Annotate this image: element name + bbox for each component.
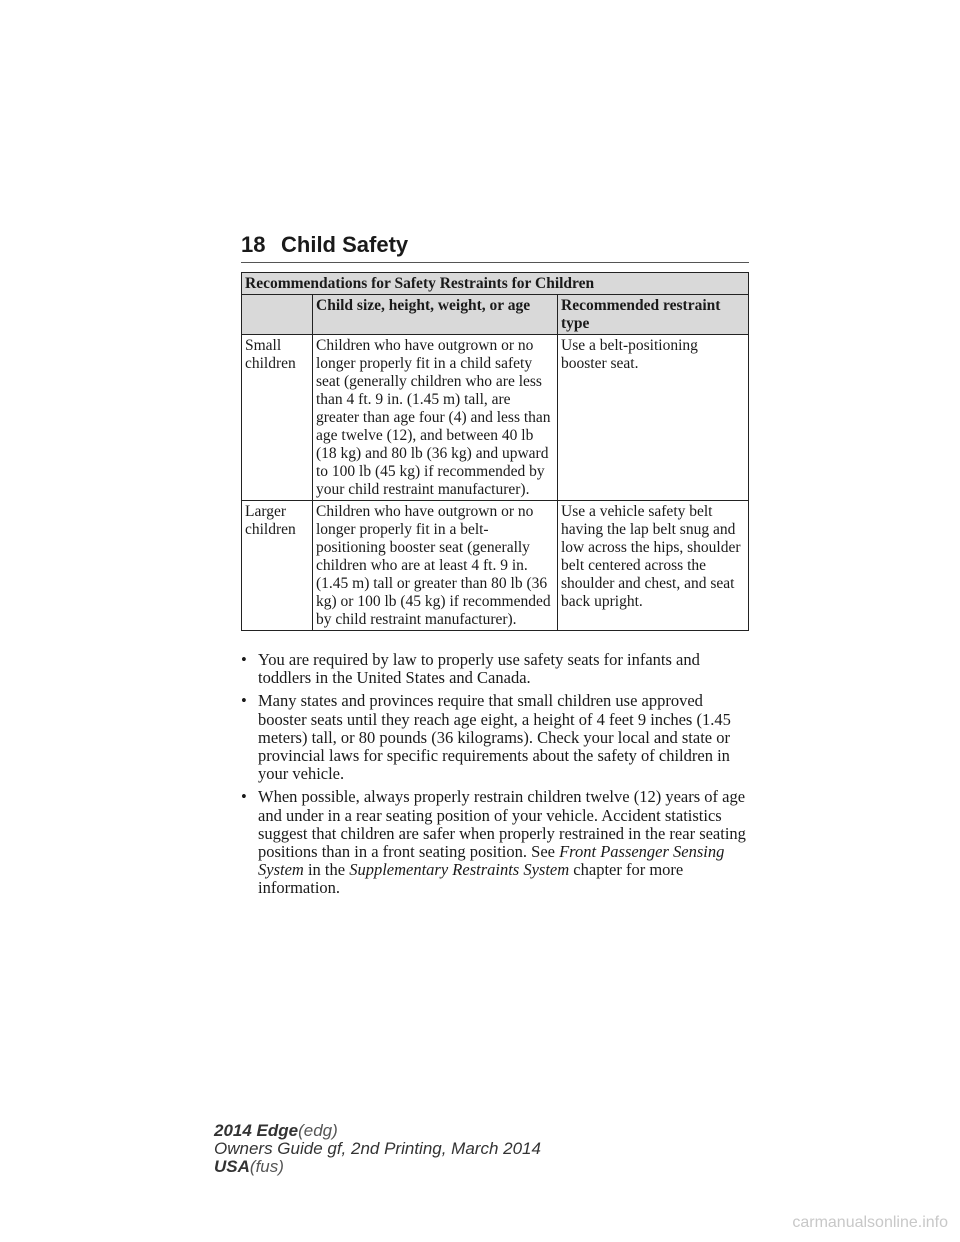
bullet-icon: • [241, 691, 247, 711]
row-child-size: Children who have outgrown or no longer properly fit in a belt-positioning booster seat (generally children who are at least 4 ft. 9 in. (1.45 m) tall or greater than 80 lb (36 kg) or 100 lb (45 kg) if recommended by child restraint manufacturer). [313, 501, 558, 631]
bullet-text: When possible, always properly restrain children twelve (12) years of age and under in a rear seating position of your vehicle. Accident statistics suggest that children are safer when properly restrained in the rear seating positions than in a front seating position. See [258, 787, 746, 862]
column-header-restraint-type: Recommended restraint type [558, 295, 749, 335]
table-row [242, 501, 749, 631]
column-header-child-size: Child size, height, weight, or age [313, 295, 558, 335]
bullet-icon: • [241, 650, 247, 669]
list-item [241, 651, 753, 687]
table-title-row [242, 273, 749, 295]
column-header-category [242, 295, 313, 335]
list-item [241, 788, 753, 897]
bullet-text: in the [303, 860, 350, 880]
page-footer [214, 1122, 541, 1176]
table-header-row [242, 295, 749, 335]
bullet-text: You are required by law to properly use safety seats for infants and toddlers in the United States and Canada. [258, 650, 700, 688]
bullet-text: chapter for more information. [258, 860, 684, 898]
row-restraint-type: Use a vehicle safety belt having the lap belt snug and low across the hips, shoulder belt centered across the shoulder and chest, and seat back upright. [558, 501, 749, 631]
footer-line-model [214, 1122, 541, 1140]
footer-model: 2014 Edge [214, 1121, 299, 1140]
bullet-icon: • [241, 787, 247, 807]
watermark: carmanualsonline.info [792, 1214, 948, 1231]
row-label: Small children [242, 335, 313, 501]
list-item [241, 692, 753, 783]
footer-model-code: (edg) [298, 1121, 338, 1140]
table-title: Recommendations for Safety Restraints for Children [242, 273, 749, 295]
bullet-text: Many states and provinces require that small children use approved booster seats until they reach age eight, a height of 4 feet 9 inches (1.45 meters) tall, or 80 pounds (36 kilograms). Check your local and state or provincial laws for specific requirements about the safety of children in your vehicle. [258, 691, 731, 784]
page-number: 18 [241, 232, 266, 257]
row-child-size: Children who have outgrown or no longer properly fit in a child safety seat (generally children who are less than 4 ft. 9 in. (1.45 m) tall, are greater than age four (4) and less than age twelve (12), and between 40 lb (18 kg) and 80 lb (36 kg) and upward to 100 lb (45 kg) if recommended by your child restraint manufacturer). [313, 335, 558, 501]
row-restraint-type: Use a belt-positioning booster seat. [558, 335, 749, 501]
cross-reference-front-passenger-sensing: Front Passenger Sensing System [258, 842, 725, 880]
page-header [241, 232, 749, 263]
footer-market-code: (fus) [249, 1157, 284, 1176]
footer-line-market [214, 1158, 541, 1176]
cross-reference-supplementary-restraints: Supplementary Restraints System [349, 860, 570, 880]
bullet-list [241, 651, 753, 903]
chapter-title: Child Safety [281, 232, 409, 257]
table-row [242, 335, 749, 501]
row-label: Larger children [242, 501, 313, 631]
footer-line-edition: Owners Guide gf, 2nd Printing, March 2014 [214, 1139, 541, 1158]
restraint-recommendations-table [241, 272, 749, 631]
footer-market: USA [214, 1157, 250, 1176]
